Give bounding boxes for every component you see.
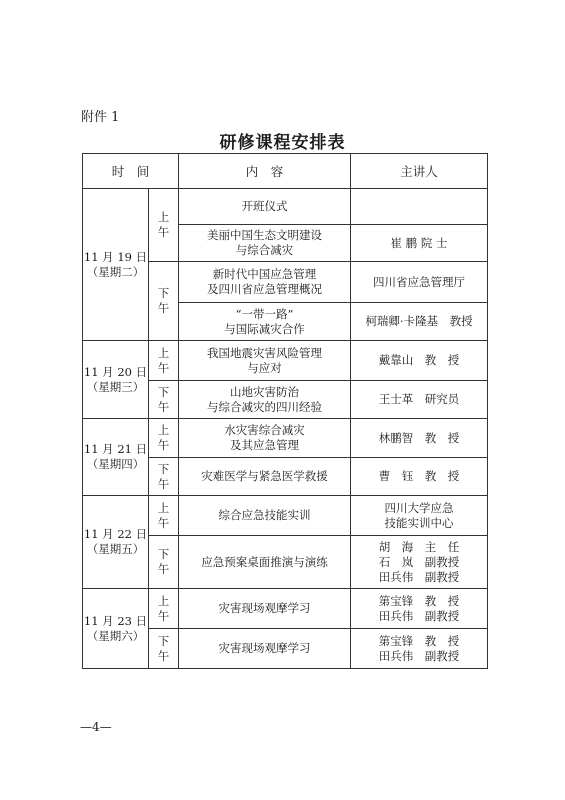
period-cell: [149, 381, 179, 419]
content-line: 与综合减灾: [235, 243, 294, 257]
period-char: 午: [157, 360, 170, 375]
speaker-cell: [351, 629, 488, 669]
content-line: 及其应急管理: [230, 438, 300, 452]
weekday: （星期三）: [86, 379, 145, 394]
speaker-cell: [351, 536, 488, 589]
content-line: 应急预案桌面推演与演练: [201, 554, 328, 569]
table-row: [83, 189, 488, 225]
content-cell: [179, 458, 351, 496]
speaker-cell: [351, 381, 488, 419]
date-cell: [83, 341, 149, 419]
date: 11 月 23 日: [83, 613, 148, 628]
period-char: 午: [157, 608, 170, 623]
period-char: 午: [157, 438, 170, 452]
period-char: 下: [157, 461, 170, 476]
date-cell: [83, 496, 149, 589]
content-line: 美丽中国生态文明建设: [207, 228, 323, 242]
content-cell: [179, 189, 351, 225]
period-cell: [149, 189, 179, 262]
period-cell: [149, 341, 179, 381]
date-cell: [83, 419, 149, 496]
speaker-cell: [351, 589, 488, 629]
content-cell: [179, 341, 351, 381]
header-row: [83, 154, 488, 189]
speaker-line: 田兵伟 副教授: [378, 569, 460, 584]
table-row: [83, 419, 488, 458]
weekday: （星期五）: [86, 542, 145, 556]
schedule-table: [82, 153, 488, 669]
speaker-cell: [351, 303, 488, 341]
speaker-cell: [351, 496, 488, 536]
speaker-cell: [351, 189, 488, 225]
content-cell: [179, 381, 351, 419]
speaker-cell: [351, 262, 488, 303]
header-time: 时 间: [83, 154, 179, 189]
speaker-line: 第宝锋 教 授: [378, 633, 460, 648]
period-char: 上: [157, 500, 170, 515]
period-cell: [149, 536, 179, 589]
content-cell: [179, 303, 351, 341]
speaker-cell: [351, 458, 488, 496]
speaker-cell: [351, 419, 488, 458]
speaker-line: 四川省应急管理厅: [373, 274, 466, 289]
period-char: 午: [157, 515, 170, 530]
speaker-line: 林鹏智 教 授: [378, 430, 460, 445]
speaker-line: 戴靠山 教 授: [378, 353, 460, 367]
period-char: 上: [157, 345, 170, 360]
content-line: 与国际减灾合作: [224, 321, 305, 336]
content-line: 与应对: [247, 360, 282, 375]
period-cell: [149, 458, 179, 496]
content-line: 灾难医学与紧急医学救援: [201, 469, 328, 483]
content-line: 新时代中国应急管理: [212, 267, 317, 281]
period-char: 午: [157, 476, 170, 491]
content-line: 灾害现场观摩学习: [218, 641, 311, 655]
content-line: 与综合减灾的四川经验: [207, 399, 323, 414]
content-line: 开班仪式: [241, 199, 288, 213]
content-cell: [179, 536, 351, 589]
content-cell: [179, 589, 351, 629]
speaker-line: 技能实训中心: [384, 515, 454, 530]
period-char: 上: [157, 593, 170, 608]
speaker-line: 田兵伟 副教授: [378, 608, 460, 623]
period-char: 下: [157, 286, 170, 300]
content-cell: [179, 225, 351, 262]
period-char: 午: [157, 399, 170, 414]
content-line: 水灾害综合减灾: [224, 423, 305, 437]
period-char: 下: [157, 633, 170, 648]
page-title: 研修课程安排表: [219, 133, 346, 153]
page-number: —4—: [80, 720, 112, 734]
speaker-line: 崔 鹏 院 士: [390, 235, 448, 250]
speaker-cell: [351, 341, 488, 381]
content-line: 山地灾害防治: [230, 384, 300, 399]
content-line: 综合应急技能实训: [218, 508, 311, 522]
attachment-label: 附件 1: [81, 110, 120, 125]
table-row: [83, 496, 488, 536]
content-line: 灾害现场观摩学习: [218, 601, 311, 615]
period-cell: [149, 262, 179, 341]
period-char: 下: [157, 384, 170, 399]
weekday: （星期四）: [86, 457, 145, 471]
period-cell: [149, 589, 179, 629]
speaker-line: 石 岚 副教授: [378, 554, 460, 569]
content-line: 及四川省应急管理概况: [207, 282, 323, 296]
date: 11 月 22 日: [83, 527, 148, 541]
header-content: 内 容: [179, 154, 351, 189]
speaker-line: 第宝锋 教 授: [378, 593, 460, 608]
period-char: 午: [157, 225, 170, 239]
content-cell: [179, 262, 351, 303]
content-line: “一带一路”: [235, 306, 294, 321]
period-char: 午: [157, 301, 170, 315]
weekday: （星期六）: [86, 628, 145, 643]
content-line: 我国地震灾害风险管理: [207, 345, 323, 360]
table-row: [83, 341, 488, 381]
header-speaker: 主讲人: [351, 154, 488, 189]
speaker-line: 柯瑞卿·卡隆基 教授: [365, 314, 473, 328]
period-char: 午: [157, 648, 170, 663]
period-char: 下: [157, 547, 170, 561]
period-char: 上: [157, 210, 170, 224]
content-cell: [179, 629, 351, 669]
speaker-line: 曹 钰 教 授: [378, 469, 460, 483]
speaker-line: 田兵伟 副教授: [378, 648, 460, 663]
period-cell: [149, 629, 179, 669]
weekday: （星期二）: [86, 264, 145, 279]
period-char: 午: [157, 562, 170, 576]
speaker-line: 胡 海 主 任: [378, 539, 460, 554]
date-cell: [83, 189, 149, 341]
period-cell: [149, 496, 179, 536]
table-row: [83, 589, 488, 629]
content-cell: [179, 496, 351, 536]
date: 11 月 19 日: [83, 249, 148, 264]
speaker-line: 四川大学应急: [384, 500, 454, 515]
speaker-cell: [351, 225, 488, 262]
date: 11 月 20 日: [83, 364, 148, 379]
speaker-line: 王士革 研究员: [378, 392, 460, 406]
period-cell: [149, 419, 179, 458]
date-cell: [83, 589, 149, 669]
period-char: 上: [157, 423, 170, 437]
content-cell: [179, 419, 351, 458]
date: 11 月 21 日: [83, 442, 148, 456]
